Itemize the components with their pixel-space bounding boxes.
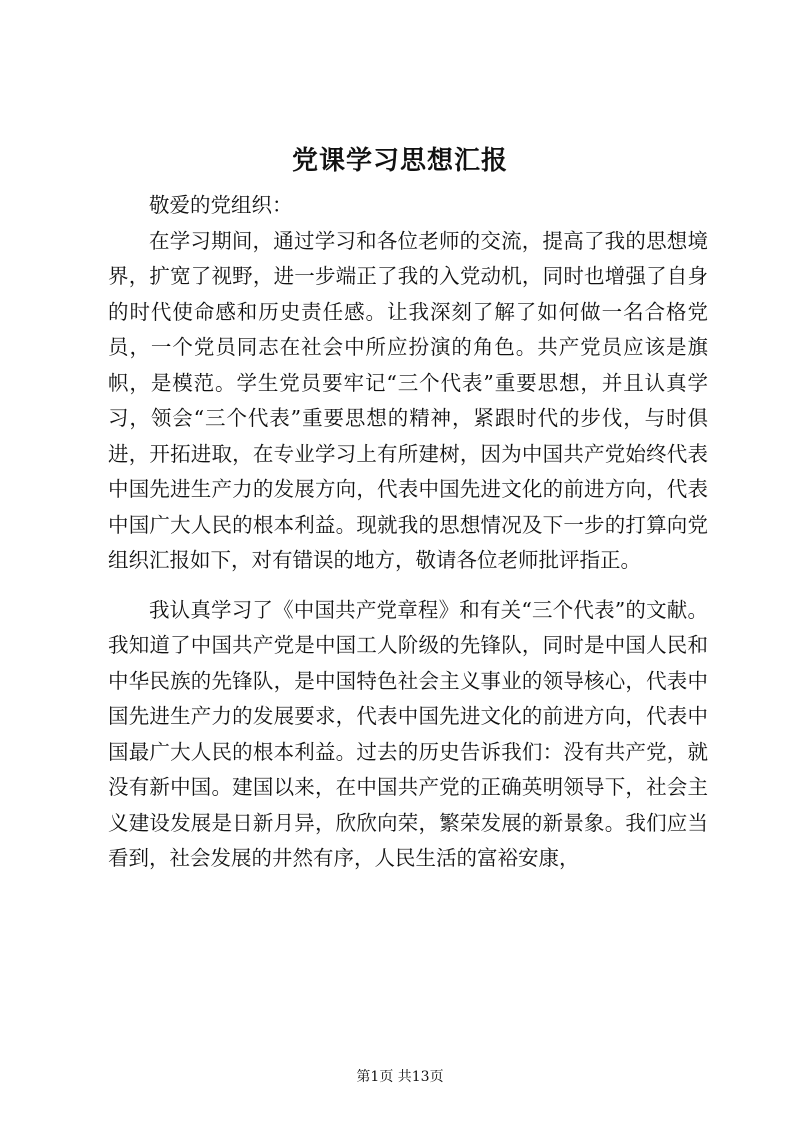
paragraph-1: 在学习期间，通过学习和各位老师的交流，提高了我的思想境界，扩宽了视野，进一步端正了我的入党动机，同时也增强了自身的时代使命感和历史责任感。让我深刻了解了如何做一名合格党员，一个党员同志在社会中所应扮演的角色。共产党员应该是旗帜，是模范。学生党员要牢记“三个代表”重要思想，并且认真学习，领会“三个代表”重要思想的精神，紧跟时代的步伐，与时俱进，开拓进取，在专业学习上有所建树，因为中国共产党始终代表中国先进生产力的发展方向，代表中国先进文化的前进方向，代表中国广大人民的根本利益。现就我的思想情况及下一步的打算向党组织汇报如下，对有错误的地方，敬请各位老师批评指正。	[108, 228, 708, 572]
document-body	[108, 188, 708, 877]
document-title: 党课学习思想汇报	[291, 146, 508, 176]
salutation: 敬爱的党组织：	[149, 193, 293, 217]
paragraph-2: 我认真学习了《中国共产党章程》和有关“三个代表”的文献。我知道了中国共产党是中国工人阶级的先锋队，同时是中国人民和中华民族的先锋队，是中国特色社会主义事业的领导核心，代表中国先进生产力的发展要求，代表中国先进文化的前进方向，代表中国最广大人民的根本利益。过去的历史告诉我们：没有共产党，就没有新中国。建国以来，在中国共产党的正确英明领导下，社会主义建设发展是日新月异，欣欣向荣，繁荣发展的新景象。我们应当看到，社会发展的井然有序，人民生活的富裕安康，	[108, 597, 708, 870]
page-footer: 第1页 共13页	[356, 1069, 444, 1085]
